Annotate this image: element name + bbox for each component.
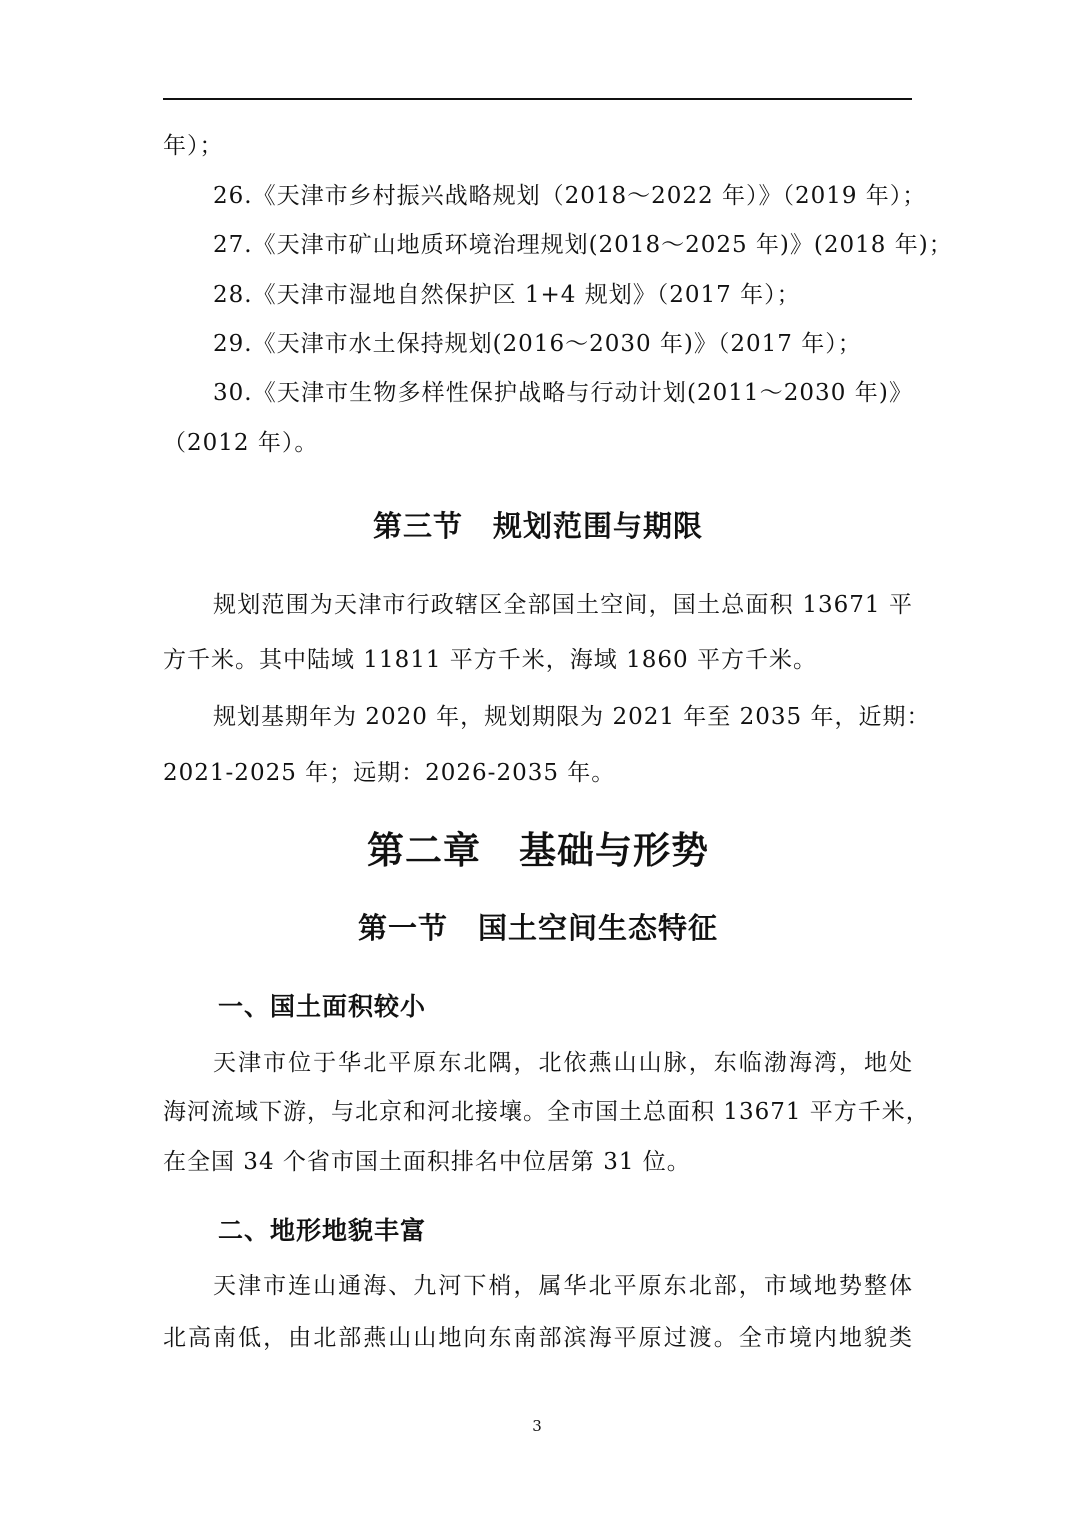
reference-item-26: 26.《天津市乡村振兴战略规划（2018～2022 年）》（2019 年）； bbox=[213, 183, 927, 209]
header-rule bbox=[163, 98, 912, 100]
chapter-2-section-1-title: 第一节 国土空间生态特征 bbox=[357, 911, 718, 945]
reference-item-27: 27.《天津市矿山地质环境治理规划(2018～2025 年)》(2018 年)； bbox=[213, 232, 953, 258]
reference-item-29: 29.《天津市水土保持规划(2016～2030 年)》（2017 年）； bbox=[213, 331, 862, 357]
subsection-2-line2: 北高南低，由北部燕山山地向东南部滨海平原过渡。全市境内地貌类 bbox=[163, 1325, 913, 1351]
section-3-title: 第三节 规划范围与期限 bbox=[372, 509, 703, 543]
subsection-1-line3: 在全国 34 个省市国土面积排名中位居第 31 位。 bbox=[163, 1149, 691, 1175]
chapter-2-title: 第二章 基础与形势 bbox=[367, 829, 709, 872]
reference-item-30-cont: （2012 年）。 bbox=[163, 430, 319, 456]
subsection-2-line1: 天津市连山通海、九河下梢，属华北平原东北部，市域地势整体 bbox=[213, 1273, 913, 1299]
section-3-p1-line1: 规划范围为天津市行政辖区全部国土空间，国土总面积 13671 平 bbox=[213, 592, 913, 618]
reference-continuation: 年）； bbox=[163, 133, 224, 159]
subsection-1-title: 一、国土面积较小 bbox=[218, 992, 427, 1021]
subsection-2-title: 二、地形地貌丰富 bbox=[218, 1216, 427, 1245]
section-3-p2-line2: 2021-2025 年；远期：2026-2035 年。 bbox=[163, 760, 616, 786]
reference-item-28: 28.《天津市湿地自然保护区 1+4 规划》（2017 年）； bbox=[213, 282, 801, 308]
section-3-p1-line2: 方千米。其中陆域 11811 平方千米，海域 1860 平方千米。 bbox=[163, 647, 817, 673]
reference-item-30: 30.《天津市生物多样性保护战略与行动计划(2011～2030 年)》 bbox=[213, 380, 913, 406]
section-3-p2-line1: 规划基期年为 2020 年，规划期限为 2021 年至 2035 年，近期： bbox=[213, 704, 931, 730]
subsection-1-line2: 海河流域下游，与北京和河北接壤。全市国土总面积 13671 平方千米， bbox=[163, 1099, 930, 1125]
page-number: 3 bbox=[532, 1417, 542, 1435]
subsection-1-line1: 天津市位于华北平原东北隅，北依燕山山脉，东临渤海湾，地处 bbox=[213, 1050, 913, 1076]
